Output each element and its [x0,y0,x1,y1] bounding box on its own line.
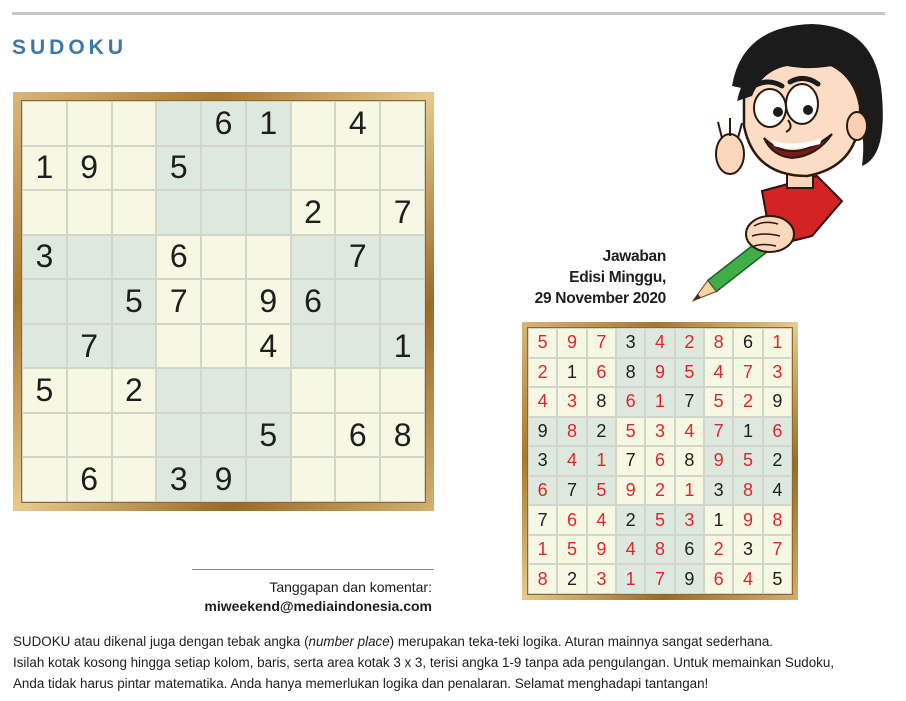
puzzle-cell: 9 [246,279,291,324]
description [13,631,893,694]
answer-cell: 3 [587,564,616,594]
puzzle-cell[interactable] [380,368,425,413]
answer-cell: 8 [763,505,792,535]
answer-cell: 5 [587,476,616,506]
puzzle-cell: 5 [22,368,67,413]
answer-cell: 9 [763,387,792,417]
puzzle-cell[interactable] [67,413,112,458]
answer-caption [466,246,666,309]
answer-cell: 8 [528,564,557,594]
puzzle-cell[interactable] [67,235,112,280]
answer-cell: 2 [616,505,645,535]
puzzle-cell[interactable] [335,324,380,369]
answer-cell: 5 [733,446,762,476]
answer-cell: 8 [557,417,586,447]
puzzle-cell: 5 [112,279,157,324]
puzzle-cell[interactable] [291,146,336,191]
puzzle-cell: 7 [380,190,425,235]
answer-cell: 5 [557,535,586,565]
answer-grid [528,328,792,594]
puzzle-cell[interactable] [380,235,425,280]
puzzle-cell: 2 [112,368,157,413]
answer-cell: 3 [645,417,674,447]
puzzle-cell[interactable] [156,413,201,458]
puzzle-cell[interactable] [67,368,112,413]
puzzle-cell[interactable] [291,324,336,369]
answer-cell: 8 [675,446,704,476]
description-line: Isilah kotak kosong hingga setiap kolom, baris, serta area kotak 3 x 3, terisi angka 1-9 tanpa ada pengulangan. Untuk memainkan Sudoku, [13,655,835,670]
contact-label: Tanggapan dan komentar: [269,579,432,595]
cartoon-boy-illustration [692,16,897,314]
puzzle-cell[interactable] [291,457,336,502]
answer-cell: 9 [528,417,557,447]
puzzle-cell[interactable] [67,101,112,146]
answer-cell: 1 [733,417,762,447]
answer-cell: 3 [675,505,704,535]
answer-cell: 7 [587,328,616,358]
puzzle-cell: 4 [335,101,380,146]
answer-cell: 6 [616,387,645,417]
puzzle-cell[interactable] [156,190,201,235]
answer-cell: 1 [704,505,733,535]
answer-cell: 4 [763,476,792,506]
description-line: Anda tidak harus pintar matematika. Anda hanya memerlukan logika dan penalaran. Selamat menghadapi tantangan! [13,676,709,691]
puzzle-cell[interactable] [380,101,425,146]
answer-cell: 8 [704,328,733,358]
puzzle-cell[interactable] [112,235,157,280]
answer-cell: 6 [528,476,557,506]
answer-cell: 4 [587,505,616,535]
answer-cell: 1 [557,358,586,388]
puzzle-cell[interactable] [380,279,425,324]
puzzle-cell[interactable] [291,101,336,146]
answer-cell: 5 [675,358,704,388]
answer-cell: 9 [704,446,733,476]
puzzle-cell[interactable] [22,457,67,502]
answer-cell: 2 [557,564,586,594]
puzzle-cell: 6 [335,413,380,458]
puzzle-board [13,92,434,511]
answer-cell: 6 [557,505,586,535]
puzzle-cell[interactable] [201,413,246,458]
answer-cell: 4 [645,328,674,358]
description-emphasis: number place [308,634,390,649]
answer-cell: 7 [763,535,792,565]
answer-cell: 4 [675,417,704,447]
answer-cell: 8 [645,535,674,565]
top-rule [12,12,885,15]
puzzle-cell[interactable] [22,190,67,235]
answer-cell: 1 [616,564,645,594]
answer-cell: 5 [763,564,792,594]
puzzle-cell[interactable] [335,457,380,502]
puzzle-cell[interactable] [380,457,425,502]
puzzle-cell[interactable] [112,413,157,458]
puzzle-cell[interactable] [246,457,291,502]
answer-cell: 2 [645,476,674,506]
answer-cell: 2 [704,535,733,565]
answer-cell: 3 [763,358,792,388]
puzzle-cell: 1 [246,101,291,146]
answer-cell: 7 [557,476,586,506]
answer-cell: 3 [616,328,645,358]
answer-cell: 4 [528,387,557,417]
answer-cell: 9 [733,505,762,535]
answer-cell: 9 [616,476,645,506]
answer-cell: 9 [557,328,586,358]
puzzle-cell[interactable] [67,279,112,324]
puzzle-cell: 3 [22,235,67,280]
puzzle-cell: 4 [246,324,291,369]
contact-email[interactable]: miweekend@mediaindonesia.com [204,598,432,614]
answer-cell: 6 [645,446,674,476]
answer-cell: 2 [675,328,704,358]
puzzle-cell[interactable] [156,368,201,413]
answer-cell: 7 [704,417,733,447]
puzzle-cell: 2 [291,190,336,235]
answer-cell: 1 [528,535,557,565]
puzzle-cell: 8 [380,413,425,458]
puzzle-cell[interactable] [201,368,246,413]
answer-cell: 4 [733,564,762,594]
puzzle-cell[interactable] [335,190,380,235]
description-line: SUDOKU atau dikenal juga dengan tebak angka (number place) merupakan teka-teki logika. Aturan mainnya sangat sederhana. [13,634,774,649]
puzzle-cell[interactable] [335,146,380,191]
contact-divider [192,569,434,570]
answer-cell: 7 [733,358,762,388]
puzzle-cell[interactable] [291,368,336,413]
answer-cell: 9 [587,535,616,565]
answer-cell: 2 [587,417,616,447]
puzzle-cell[interactable] [201,235,246,280]
answer-board [522,322,798,600]
puzzle-cell[interactable] [22,279,67,324]
puzzle-cell: 5 [246,413,291,458]
puzzle-cell: 7 [335,235,380,280]
puzzle-cell[interactable] [246,190,291,235]
puzzle-cell: 1 [380,324,425,369]
answer-cell: 6 [587,358,616,388]
puzzle-cell: 3 [156,457,201,502]
puzzle-cell[interactable] [112,324,157,369]
answer-cell: 6 [763,417,792,447]
answer-cell: 8 [733,476,762,506]
answer-cell: 5 [704,387,733,417]
answer-caption-line: 29 November 2020 [534,290,666,307]
page-title: SUDOKU [12,36,128,59]
answer-cell: 6 [675,535,704,565]
puzzle-cell[interactable] [156,101,201,146]
puzzle-cell: 7 [67,324,112,369]
puzzle-cell: 6 [291,279,336,324]
contact-block [180,578,432,616]
puzzle-cell[interactable] [335,279,380,324]
puzzle-cell[interactable] [201,190,246,235]
puzzle-cell: 9 [67,146,112,191]
answer-cell: 3 [557,387,586,417]
puzzle-grid [22,101,425,502]
answer-cell: 4 [704,358,733,388]
puzzle-cell[interactable] [22,413,67,458]
puzzle-cell[interactable] [112,101,157,146]
answer-cell: 1 [587,446,616,476]
puzzle-cell[interactable] [335,368,380,413]
puzzle-cell[interactable] [246,235,291,280]
puzzle-cell[interactable] [246,146,291,191]
answer-cell: 7 [645,564,674,594]
answer-cell: 2 [763,446,792,476]
puzzle-cell[interactable] [246,368,291,413]
answer-cell: 6 [733,328,762,358]
answer-cell: 5 [528,328,557,358]
puzzle-cell: 7 [156,279,201,324]
answer-cell: 8 [587,387,616,417]
puzzle-cell[interactable] [112,457,157,502]
puzzle-cell: 6 [156,235,201,280]
answer-cell: 1 [763,328,792,358]
answer-cell: 5 [616,417,645,447]
answer-cell: 7 [616,446,645,476]
answer-cell: 1 [675,476,704,506]
answer-cell: 3 [704,476,733,506]
puzzle-cell: 6 [201,101,246,146]
puzzle-cell[interactable] [291,235,336,280]
puzzle-cell[interactable] [291,413,336,458]
puzzle-cell: 9 [201,457,246,502]
answer-cell: 9 [675,564,704,594]
puzzle-cell[interactable] [380,146,425,191]
answer-caption-line: Jawaban [602,248,666,265]
puzzle-cell[interactable] [112,146,157,191]
puzzle-cell[interactable] [67,190,112,235]
answer-cell: 7 [675,387,704,417]
puzzle-cell[interactable] [22,324,67,369]
puzzle-cell[interactable] [156,324,201,369]
answer-cell: 6 [704,564,733,594]
puzzle-cell[interactable] [22,101,67,146]
answer-cell: 7 [528,505,557,535]
puzzle-cell: 6 [67,457,112,502]
answer-cell: 1 [645,387,674,417]
answer-cell: 2 [528,358,557,388]
puzzle-cell[interactable] [201,324,246,369]
puzzle-cell: 1 [22,146,67,191]
answer-cell: 8 [616,358,645,388]
answer-cell: 2 [733,387,762,417]
puzzle-cell: 5 [156,146,201,191]
answer-cell: 4 [557,446,586,476]
answer-caption-line: Edisi Minggu, [569,269,666,286]
answer-cell: 3 [733,535,762,565]
puzzle-cell[interactable] [201,146,246,191]
answer-cell: 4 [616,535,645,565]
answer-cell: 9 [645,358,674,388]
answer-cell: 3 [528,446,557,476]
answer-cell: 5 [645,505,674,535]
puzzle-cell[interactable] [201,279,246,324]
puzzle-cell[interactable] [112,190,157,235]
